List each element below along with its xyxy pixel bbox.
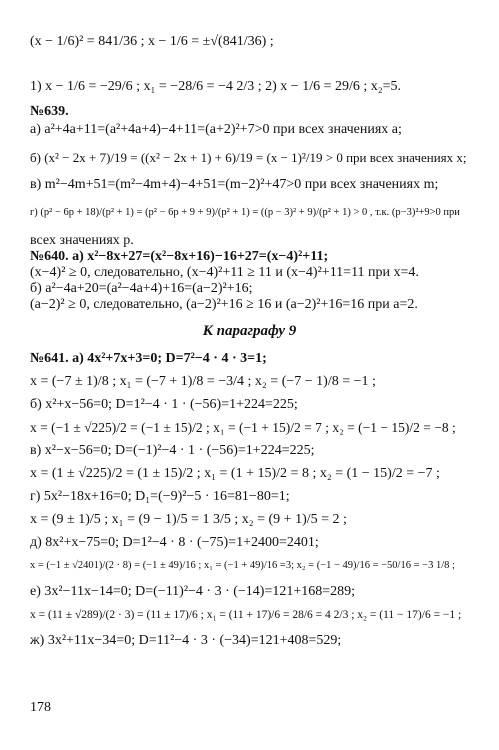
text-line: №639. [30,104,69,119]
text-line: д) 8x²+x−75=0; D=1²−4 · 8 · (−75)=1+2400=2401; [30,535,319,550]
text-line: (x−4)² ≥ 0, следовательно, (x−4)²+11 ≥ 11 и (x−4)²+11=11 при x=4. [30,265,419,280]
text-line: в) x²−x−56=0; D=(−1)²−4 · 1 · (−56)=1+224=225; [30,443,315,458]
text-line: 1) x − 1/6 = −29/6 ; x₁ = −28/6 = −4 2/3 ; 2) x − 1/6 = 29/6 ; x₂=5. [30,79,402,94]
text-line: ж) 3x²+11x−34=0; D=11²−4 · 3 · (−34)=121+408=529; [30,633,342,648]
text-line: x = (11 ± √289)/(2 · 3) = (11 ± 17)/6 ; x₁ = (11 + 17)/6 = 28/6 = 4 2/3 ; x₂ = (11 − 17)/6 = −1 ; [30,609,462,621]
text-line: г) (p² − 6p + 18)/(p² + 1) = (p² − 6p + 9 + 9)/(p² + 1) = ((p − 3)² + 9)/(p² + 1) > 0 , т.к. (p−3)²+9>0 при [30,207,460,218]
page-number: 178 [30,700,51,715]
text-line: (x − 1/6)² = 841/36 ; x − 1/6 = ±√(841/36) ; [30,34,274,49]
text-line: x = (−7 ± 1)/8 ; x₁ = (−7 + 1)/8 = −3/4 ; x₂ = (−7 − 1)/8 = −1 ; [30,374,376,389]
text-line: г) 5x²−18x+16=0; D₁=(−9)²−5 · 16=81−80=1; [30,489,290,504]
text-line: б) (x² − 2x + 7)/19 = ((x² − 2x + 1) + 6)/19 = (x − 1)²/19 > 0 при всех значениях x; [30,150,467,165]
text-line: x = (−1 ± √2401)/(2 · 8) = (−1 ± 49)/16 ; x₁ = (−1 + 49)/16 =3; x₂ = (−1 − 49)/16 = −50/16 = −3 1/8 ; [30,560,455,571]
section-title: К параграфу 9 [202,323,297,339]
text-line: (a−2)² ≥ 0, следовательно, (a−2)²+16 ≥ 16 и (a−2)²+16=16 при a=2. [30,297,418,312]
text-line: x = (−1 ± √225)/2 = (−1 ± 15)/2 ; x₁ = (−1 + 15)/2 = 7 ; x₂ = (−1 − 15)/2 = −8 ; [30,420,456,435]
text-line: x = (1 ± √225)/2 = (1 ± 15)/2 ; x₁ = (1 + 15)/2 = 8 ; x₂ = (1 − 15)/2 = −7 ; [30,466,440,481]
text-line: №641. а) 4x²+7x+3=0; D=7²−4 · 4 · 3=1; [30,351,267,366]
text-line: x = (9 ± 1)/5 ; x₁ = (9 − 1)/5 = 1 3/5 ; x₂ = (9 + 1)/5 = 2 ; [30,512,347,527]
text-line: всех значениях p. [30,233,134,248]
text-line: в) m²−4m+51=(m²−4m+4)−4+51=(m−2)²+47>0 при всех значениях m; [30,177,439,192]
text-line: №640. а) x²−8x+27=(x²−8x+16)−16+27=(x−4)²+11; [30,249,329,264]
text-line: б) x²+x−56=0; D=1²−4 · 1 · (−56)=1+224=225; [30,397,298,412]
text-line: б) a²−4a+20=(a²−4a+4)+16=(a−2)²+16; [30,281,253,296]
text-line: е) 3x²−11x−14=0; D=(−11)²−4 · 3 · (−14)=121+168=289; [30,584,356,599]
text-line: а) a²+4a+11=(a²+4a+4)−4+11=(a+2)²+7>0 при всех значениях a; [30,122,402,137]
